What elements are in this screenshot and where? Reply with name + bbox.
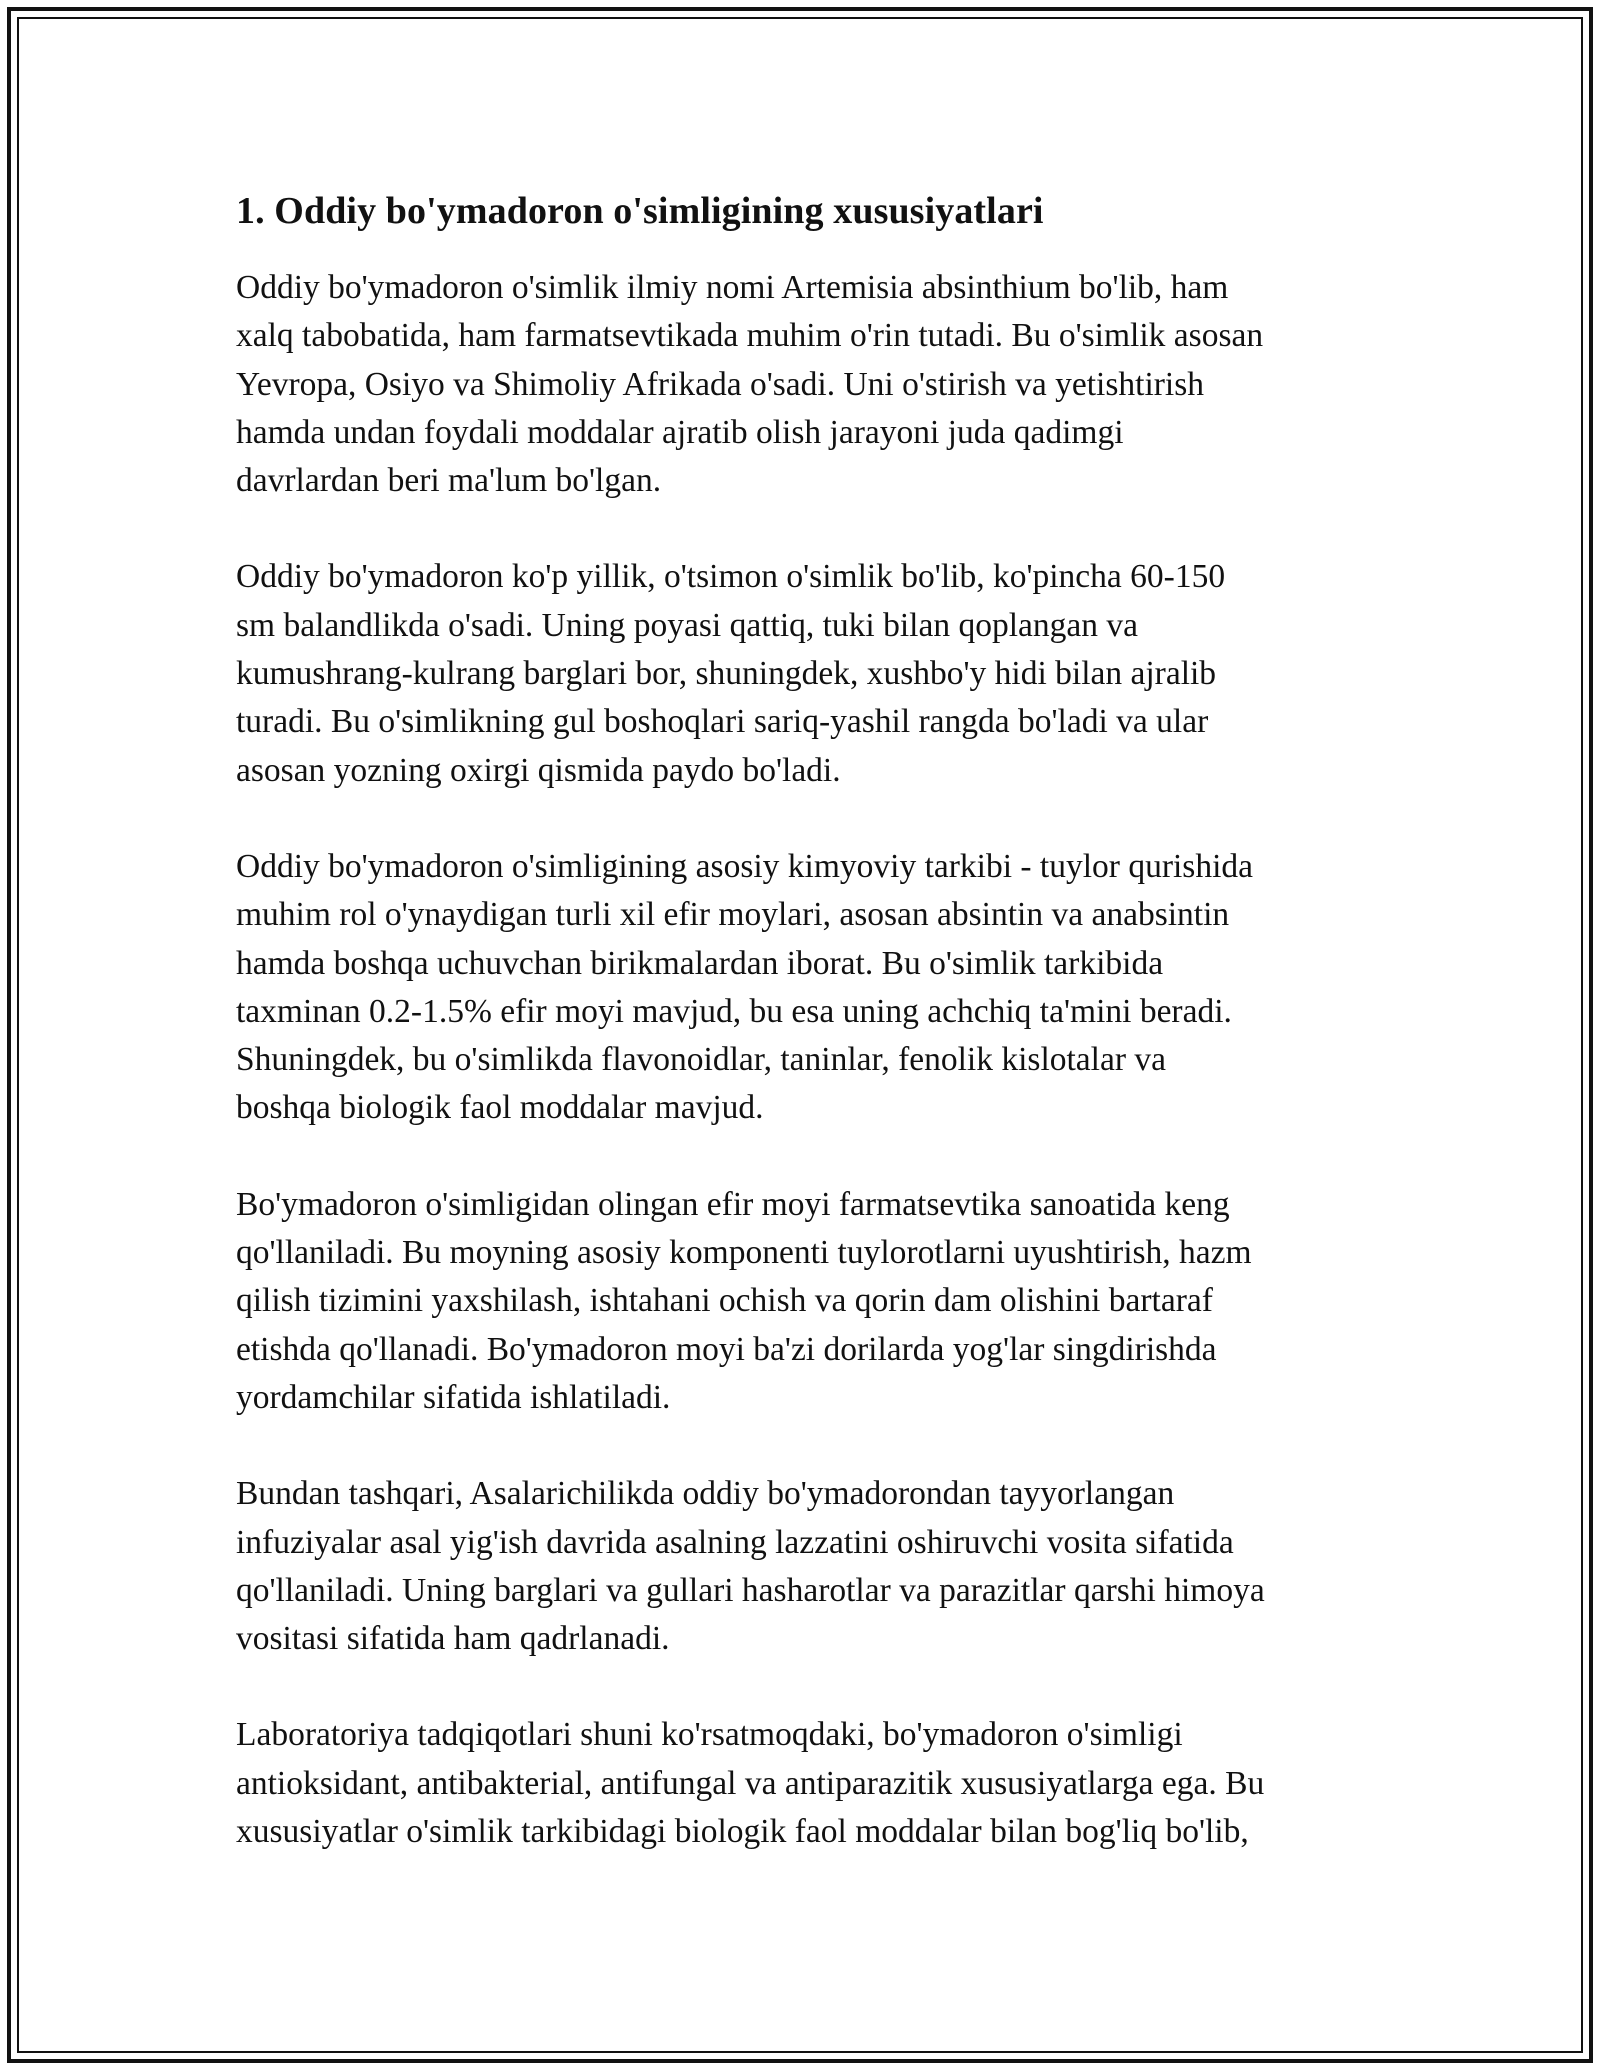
paragraph-laboratory-research [236,1711,1376,1856]
text-line: turadi. Bu o'simlikning gul boshoqlari sariq-yashil rangda bo'ladi va ular [236,703,1209,741]
paragraph-beekeeping-use [236,1470,1376,1663]
section-heading: 1. Oddiy bo'ymadoron o'simligining xususiyatlari [236,190,1044,232]
text-line: Bo'ymadoron o'simligidan olingan efir moyi farmatsevtika sanoatida keng [236,1185,1230,1223]
paragraph-description [236,553,1376,794]
text-line: vositasi sifatida ham qadrlanadi. [236,1620,670,1658]
text-line: infuziyalar asal yig'ish davrida asalning lazzatini oshiruvchi vosita sifatida [236,1523,1234,1561]
text-line: sm balandlikda o'sadi. Uning poyasi qattiq, tuki bilan qoplangan va [236,606,1139,644]
text-line: muhim rol o'ynaydigan turli xil efir moylari, asosan absintin va anabsintin [236,896,1230,934]
text-line: xalq tabobatida, ham farmatsevtikada muhim o'rin tutadi. Bu o'simlik asosan [236,317,1264,355]
text-line: asosan yozning oxirgi qismida paydo bo'ladi. [236,751,841,789]
text-line: hamda undan foydali moddalar ajratib olish jarayoni juda qadimgi [236,413,1124,451]
text-line: qilish tizimini yaxshilash, ishtahani ochish va qorin dam olishini bartaraf [236,1282,1213,1320]
text-line: boshqa biologik faol moddalar mavjud. [236,1089,764,1127]
text-line: taxminan 0.2-1.5% efir moyi mavjud, bu esa uning achchiq ta'mini beradi. [236,992,1232,1030]
text-line: Shuningdek, bu o'simlikda flavonoidlar, taninlar, fenolik kislotalar va [236,1041,1167,1079]
text-line: hamda boshqa uchuvchan birikmalardan iborat. Bu o'simlik tarkibida [236,944,1164,982]
text-line: etishda qo'llanadi. Bo'ymadoron moyi ba'zi dorilarda yog'lar singdirishda [236,1330,1217,1368]
paragraph-chemical-composition [236,843,1376,1133]
paragraph-pharmaceutical-use [236,1181,1376,1422]
text-line: qo'llaniladi. Bu moyning asosiy komponenti tuylorotlarni uyushtirish, hazm [236,1234,1252,1272]
text-line: qo'llaniladi. Uning barglari va gullari hasharotlar va parazitlar qarshi himoya [236,1571,1265,1609]
text-line: Yevropa, Osiyo va Shimoliy Afrikada o'sadi. Uni o'stirish va yetishtirish [236,365,1205,403]
text-line: Oddiy bo'ymadoron o'simligining asosiy kimyoviy tarkibi - tuylor qurishida [236,847,1254,885]
text-line: davrlardan beri ma'lum bo'lgan. [236,462,662,500]
text-line: Oddiy bo'ymadoron o'simlik ilmiy nomi Artemisia absinthium bo'lib, ham [236,269,1229,306]
text-line: Bundan tashqari, Asalarichilikda oddiy bo'ymadorondan tayyorlangan [236,1475,1175,1513]
text-line: kumushrang-kulrang barglari bor, shuningdek, xushbo'y hidi bilan ajralib [236,655,1217,693]
paragraph-introduction [236,264,1376,505]
text-line: antioksidant, antibakterial, antifungal va antiparazitik xususiyatlarga ega. Bu [236,1764,1265,1802]
text-line: xususiyatlar o'simlik tarkibidagi biologik faol moddalar bilan bog'liq bo'lib, [236,1813,1249,1851]
text-line: Oddiy bo'ymadoron ko'p yillik, o'tsimon o'simlik bo'lib, ko'pincha 60-150 [236,558,1226,596]
text-line: Laboratoriya tadqiqotlari shuni ko'rsatmoqdaki, bo'ymadoron o'simligi [236,1716,1183,1754]
text-line: yordamchilar sifatida ishlatiladi. [236,1378,671,1416]
document-page [236,186,1376,1904]
